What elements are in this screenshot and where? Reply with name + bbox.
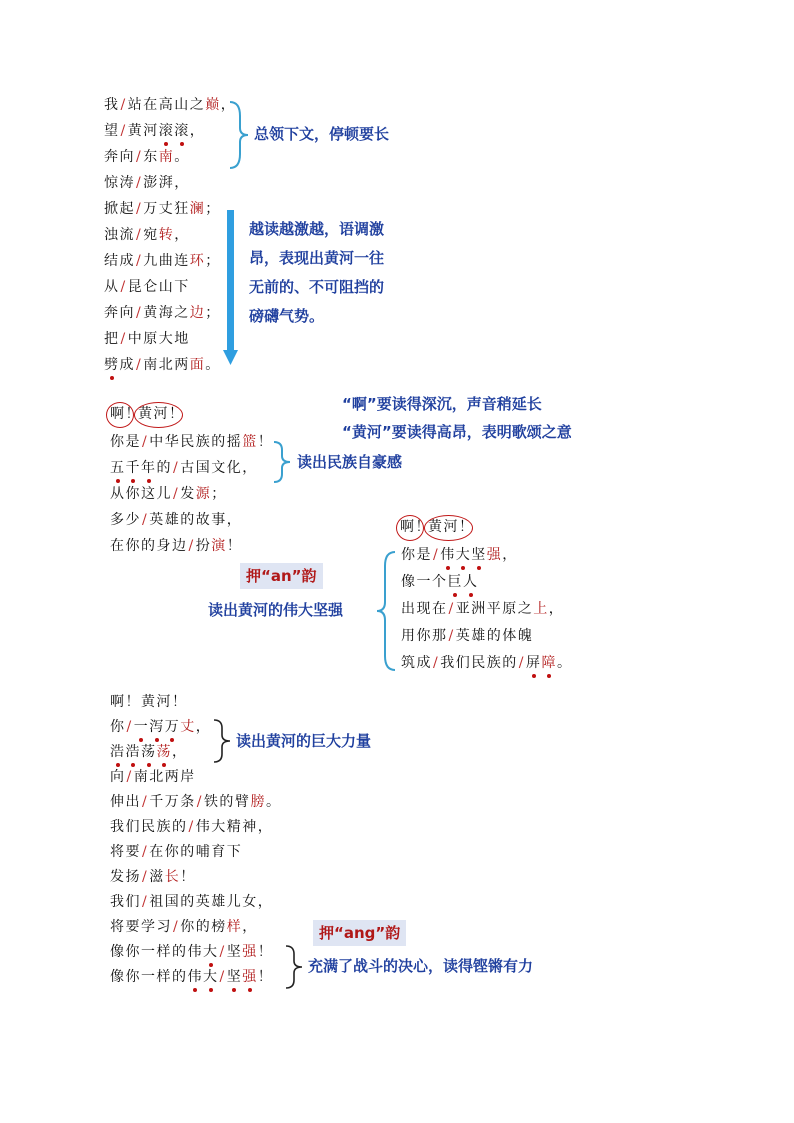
note-great: 读出黄河的伟大坚强 <box>208 601 344 619</box>
poem-text: ， <box>548 601 565 617</box>
poem-line <box>104 253 221 269</box>
poem-line <box>104 97 236 113</box>
poem-text: ； <box>205 253 221 269</box>
poem-text: ， <box>172 744 188 760</box>
poem-text: 惊涛 <box>104 175 135 191</box>
poem-text: 你 <box>110 719 126 735</box>
emphasized-char: 屏 <box>525 655 542 671</box>
poem-text: ！ <box>180 869 196 885</box>
poem-text: 祖国的英雄儿女 <box>149 894 258 910</box>
poem-text: 铁的臂 <box>203 794 251 810</box>
poem-text: 奔向 <box>104 149 135 165</box>
poem-text: 南北两岸 <box>133 769 196 785</box>
pause-slash: / <box>448 628 455 644</box>
emphasized-char: 大 <box>203 969 219 985</box>
poem-text: ， <box>226 512 243 528</box>
poem-text: 啊！黄河！ <box>110 694 188 710</box>
poem-text: 黄河 <box>127 123 159 139</box>
poem-text: 我们 <box>110 894 141 910</box>
poem-text: 伸出 <box>110 794 141 810</box>
poem-text: 。 <box>265 794 282 810</box>
pause-slash: / <box>120 97 127 113</box>
pause-slash: / <box>120 279 127 295</box>
poem-line <box>104 201 221 217</box>
heading-ah: 啊！ <box>110 406 141 422</box>
poem-text: ！ <box>257 434 274 450</box>
brace-2 <box>272 440 292 484</box>
note-power: 读出黄河的巨大力量 <box>236 732 372 750</box>
poem-line <box>110 434 273 450</box>
brace-3 <box>375 550 399 672</box>
poem-text: 中华民族的摇 <box>149 434 243 450</box>
poem-text: 你是 <box>110 434 141 450</box>
pause-slash: / <box>173 460 180 476</box>
pause-slash: / <box>433 547 440 563</box>
pause-slash: / <box>448 601 455 617</box>
poem-text: ， <box>220 97 237 113</box>
poem-text: 发扬 <box>110 869 141 885</box>
poem-text: 发 <box>180 486 196 502</box>
poem-text: 多少 <box>110 512 141 528</box>
rhyme-char-emphasized: 强 <box>242 969 258 985</box>
emphasized-char: 泻 <box>149 719 165 735</box>
poem-text: 站在高山之 <box>127 97 206 113</box>
emphasized-char: 大 <box>203 944 219 960</box>
poem-line <box>110 944 273 960</box>
poem-line <box>110 486 227 502</box>
emphasized-char: 人 <box>463 574 479 590</box>
poem-text: 的 <box>156 460 172 476</box>
pause-slash: / <box>136 305 143 321</box>
poem-line <box>110 819 273 835</box>
poem-line <box>401 547 518 563</box>
poem-text: ， <box>189 123 206 139</box>
poem-text: 。 <box>174 149 190 165</box>
poem-line <box>104 175 190 191</box>
poem-text: 坚 <box>226 944 243 960</box>
poem-line <box>110 869 196 885</box>
note-pride: 读出民族自豪感 <box>297 453 403 471</box>
pause-slash: / <box>196 794 203 810</box>
poem-text: 奔向 <box>104 305 135 321</box>
poem-text: 你是 <box>401 547 432 563</box>
pause-slash: / <box>219 944 226 960</box>
poem-text: 千万条 <box>149 794 196 810</box>
poem-text: 在你的哺育下 <box>149 844 243 860</box>
emphasized-char: 荡 <box>141 744 157 760</box>
poem-text: 像你一样的伟 <box>110 944 203 960</box>
poem-text: ， <box>174 175 190 191</box>
rhyme-char: 强 <box>242 944 258 960</box>
emphasized-char: 浩 <box>110 744 126 760</box>
emphasized-char: 巨 <box>447 574 463 590</box>
poem-text: 东 <box>143 149 159 165</box>
emphasized-char: 坚 <box>471 547 487 563</box>
poem-text: ！ <box>226 538 243 554</box>
poem-line <box>110 694 188 710</box>
poem-line <box>110 460 258 476</box>
pause-slash: / <box>136 201 143 217</box>
brace-1 <box>228 100 248 170</box>
poem-text: 像一个 <box>401 574 448 590</box>
pause-slash: / <box>126 769 133 785</box>
rhyme-char: 强 <box>486 547 503 563</box>
rhyme-char-emphasized: 荡 <box>156 744 172 760</box>
pause-slash: / <box>126 719 133 735</box>
poem-text: 伟大精神 <box>195 819 258 835</box>
poem-text: 结成 <box>104 253 135 269</box>
pause-slash: / <box>136 175 143 191</box>
poem-text: 澎湃 <box>143 175 175 191</box>
poem-text: 我 <box>104 97 120 113</box>
poem-text: 我们民族的 <box>440 655 518 671</box>
heading-ah-2: 啊！ <box>400 519 431 535</box>
poem-text: 浊流 <box>104 227 135 243</box>
poem-text: 昆仑山下 <box>127 279 190 295</box>
poem-line <box>104 279 190 295</box>
pause-slash: / <box>136 357 143 373</box>
poem-line <box>110 844 242 860</box>
poem-text: 筑成 <box>401 655 432 671</box>
rhyme-char: 样 <box>226 919 243 935</box>
emphasized-char: 劈 <box>104 357 120 373</box>
note-heading-ah: “啊”要读得深沉，声音稍延长 <box>342 395 542 413</box>
heading-huanghe-2: 黄河！ <box>428 519 475 535</box>
poem-text: 用你那 <box>401 628 448 644</box>
rhyme-an-badge: 押“an”韵 <box>240 563 323 589</box>
emphasized-char: 大 <box>455 547 472 563</box>
poem-text: 将要 <box>110 844 141 860</box>
poem-line <box>110 794 281 810</box>
poem-text: 扮 <box>195 538 212 554</box>
rhyme-ang-badge: 押“ang”韵 <box>313 920 406 946</box>
poem-text: 宛 <box>143 227 159 243</box>
emphasized-char: 浩 <box>125 744 141 760</box>
poem-line <box>401 655 572 671</box>
poem-text: 从 <box>104 279 120 295</box>
rhyme-char: 边 <box>189 305 206 321</box>
pause-slash: / <box>142 869 149 885</box>
poem-text: 在你的身边 <box>110 538 188 554</box>
poem-line <box>110 538 242 554</box>
emphasized-char: 五 <box>110 460 126 476</box>
note-momentum-line: 昂，表现出黄河一往 <box>249 249 385 267</box>
poem-line <box>110 969 273 985</box>
poem-text: ， <box>257 894 274 910</box>
note-momentum-line: 越读越激越，语调激 <box>249 220 385 238</box>
rhyme-char: 长 <box>164 869 181 885</box>
pause-slash: / <box>433 655 440 671</box>
rhyme-char: 源 <box>195 486 212 502</box>
emphasized-char: 千 <box>125 460 141 476</box>
rhyme-char: 巅 <box>205 97 221 113</box>
poem-block-1 <box>104 97 237 377</box>
poem-text: ； <box>211 486 227 502</box>
rhyme-char: 丈 <box>180 719 196 735</box>
poem-text: ， <box>195 719 212 735</box>
poem-text: 望 <box>104 123 120 139</box>
note-momentum-line: 磅礴气势。 <box>249 307 325 325</box>
poem-line <box>104 357 221 373</box>
poem-text: 南北两 <box>143 357 190 373</box>
emphasized-char: 坚 <box>226 969 243 985</box>
pause-slash: / <box>142 434 149 450</box>
rhyme-char: 南 <box>158 149 175 165</box>
poem-text: 成 <box>119 357 135 373</box>
poem-line <box>104 149 190 165</box>
pause-slash: / <box>120 123 127 139</box>
emphasized-char: 万 <box>164 719 181 735</box>
poem-line <box>401 574 479 590</box>
brace-4 <box>212 718 232 764</box>
poem-line <box>110 744 188 760</box>
note-heading-huanghe: “黄河”要读得高昂，表明歌颂之意 <box>342 423 572 441</box>
pause-slash: / <box>142 512 149 528</box>
poem-text: ， <box>174 227 190 243</box>
note-lead: 总领下文，停顿要长 <box>254 125 390 143</box>
pause-slash: / <box>136 227 143 243</box>
poem-block-2 <box>110 434 290 564</box>
pause-slash: / <box>136 253 143 269</box>
poem-text: 出现在 <box>401 601 448 617</box>
pause-slash: / <box>142 794 149 810</box>
pause-slash: / <box>173 486 180 502</box>
pause-slash: / <box>188 819 195 835</box>
poem-line <box>110 769 196 785</box>
heading-huanghe: 黄河！ <box>138 406 185 422</box>
pause-slash: / <box>142 844 149 860</box>
pause-slash: / <box>188 538 195 554</box>
rhyme-char: 演 <box>211 538 227 554</box>
emphasized-char: 伟 <box>187 969 203 985</box>
poem-text: ， <box>257 819 274 835</box>
note-momentum-line: 无前的、不可阻挡的 <box>249 278 385 296</box>
poem-line <box>401 628 533 644</box>
poem-text: 我们民族的 <box>110 819 188 835</box>
poem-line <box>104 305 221 321</box>
poem-text: ！ <box>257 969 274 985</box>
poem-text: 黄海之 <box>143 305 190 321</box>
poem-text: 像你一样的 <box>110 969 188 985</box>
poem-line <box>104 227 190 243</box>
pause-slash: / <box>219 969 226 985</box>
poem-text: 滋 <box>149 869 165 885</box>
emphasized-char: 滚 <box>158 123 175 139</box>
poem-text: 古国文化 <box>180 460 243 476</box>
poem-block-3 <box>401 547 601 677</box>
arrow-down <box>223 210 239 366</box>
pause-slash: / <box>136 149 143 165</box>
poem-line <box>401 601 564 617</box>
emphasized-char: 伟 <box>440 547 456 563</box>
rhyme-char: 膀 <box>250 794 266 810</box>
rhyme-char: 篮 <box>242 434 258 450</box>
note-fight: 充满了战斗的决心，读得铿锵有力 <box>308 957 534 975</box>
poem-text: 九曲连 <box>143 253 190 269</box>
poem-line <box>110 719 211 735</box>
rhyme-char: 转 <box>158 227 175 243</box>
poem-text: 把 <box>104 331 120 347</box>
pause-slash: / <box>120 331 127 347</box>
poem-line <box>110 512 242 528</box>
poem-line <box>110 919 258 935</box>
emphasized-char: 滚 <box>174 123 190 139</box>
poem-text: ， <box>242 460 258 476</box>
poem-text: ； <box>205 305 221 321</box>
poem-line <box>110 894 273 910</box>
poem-text: 从你这儿 <box>110 486 172 502</box>
pause-slash: / <box>142 894 149 910</box>
poem-text: 英雄的体魄 <box>455 628 534 644</box>
pause-slash: / <box>173 919 180 935</box>
note-momentum <box>249 215 384 331</box>
poem-text: ， <box>502 547 518 563</box>
brace-5 <box>284 944 304 990</box>
poem-text: 你的榜 <box>180 919 227 935</box>
poem-text: 将要学习 <box>110 919 172 935</box>
poem-text: 。 <box>556 655 573 671</box>
rhyme-char: 环 <box>189 253 206 269</box>
poem-text: 向 <box>110 769 126 785</box>
poem-text: ； <box>205 201 221 217</box>
poem-text: 中原大地 <box>127 331 190 347</box>
poem-text: 亚洲平原之 <box>455 601 534 617</box>
rhyme-char-emphasized: 障 <box>541 655 557 671</box>
poem-text: 英雄的故事 <box>149 512 227 528</box>
rhyme-char: 澜 <box>189 201 206 217</box>
poem-text: 。 <box>205 357 221 373</box>
poem-text: ！ <box>257 944 274 960</box>
pause-slash: / <box>518 655 525 671</box>
rhyme-char: 上 <box>533 601 549 617</box>
emphasized-char: 一 <box>133 719 150 735</box>
poem-line <box>104 331 190 347</box>
poem-text: 掀起 <box>104 201 135 217</box>
poem-line <box>104 123 205 139</box>
poem-text: ， <box>242 919 258 935</box>
rhyme-char: 面 <box>189 357 206 373</box>
poem-text: 万丈狂 <box>143 201 190 217</box>
emphasized-char: 年 <box>141 460 157 476</box>
